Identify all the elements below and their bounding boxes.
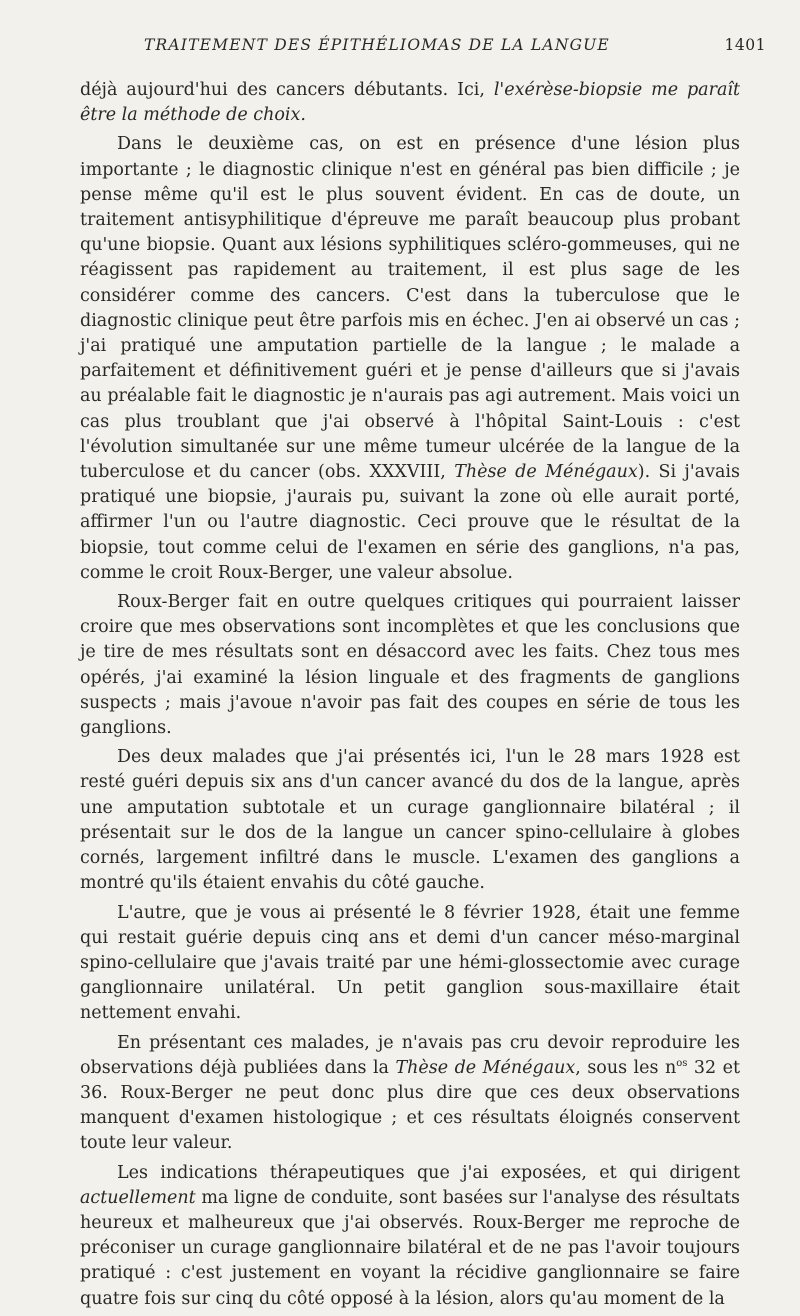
paragraph-6 — [80, 1031, 740, 1157]
paragraph-4: Des deux malades que j'ai présentés ici, l'un le 28 mars 1928 est resté guéri depuis six ans d'un cancer avancé du dos de la langue, après une amputation subtotale et un curage ganglionnaire bilatéral ; il présentait sur le dos de la langue un cancer spino-cellulaire à globes cornés, largement infiltré dans le muscle. L'examen des ganglions a montré qu'ils étaient envahis du côté gauche. — [80, 747, 740, 894]
paragraph-7-italic: actuellement — [80, 1187, 196, 1208]
body-text — [80, 78, 740, 1316]
paragraph-2-text: Dans le deuxième cas, on est en présence d'une lésion plus importante ; le diagnostic clinique n'est en général pas bien difficile ; je pense même qu'il est le plus souvent évident. En cas de doute, un traitement antisyphilitique d'épreuve me paraît beaucoup plus probant qu'une biopsie. Quant aux lésions syphilitiques scléro-gommeuses, qui ne réagissent pas rapidement au traitement, il est plus sage de les considérer comme des cancers. C'est dans la tuberculose que le diagnostic clinique peut être parfois mis en échec. J'en ai observé un cas ; j'ai pratiqué une amputation partielle de la langue ; le malade a parfaitement et définitivement guéri et je pense d'ailleurs que si j'avais au préalable fait le diagnostic je n'aurais pas agi autrement. Mais voici un cas plus troublant que j'ai observé à l'hôpital Saint-Louis : c'est l'évolution simultanée sur une même tumeur ulcérée de la langue de la tuberculose et du cancer (obs. XXXVIII, — [80, 134, 740, 483]
running-head — [80, 36, 766, 54]
paragraph-2 — [80, 132, 740, 586]
paragraph-6-text-c: 32 et 36. Roux-Berger ne peut donc plus dire que ces deux observations manquent d'examen histologique ; et ces résultats éloignés conservent toute leur valeur. — [80, 1057, 741, 1154]
paragraph-1-italic: l'exérèse-biopsie me paraît être la méthode de choix. — [80, 80, 741, 126]
page-number: 1401 — [724, 36, 766, 54]
paragraph-6-citation: Thèse de Ménégaux — [395, 1057, 576, 1078]
paragraph-6-text-b: , sous les n — [575, 1057, 677, 1078]
paragraph-7-text-a: Les indications thérapeutiques que j'ai exposées, et qui dirigent — [117, 1162, 740, 1183]
paragraph-6-text-a: En présentant ces malades, je n'avais pas cru devoir reproduire les observations déjà publiées dans la — [80, 1032, 740, 1078]
paragraph-2-citation: Thèse de Ménégaux — [454, 462, 638, 483]
paragraph-7 — [80, 1161, 740, 1312]
paragraph-3: Roux-Berger fait en outre quelques critiques qui pourraient laisser croire que mes observations sont incomplètes et que les conclusions que je tire de mes résultats sont en désaccord avec les faits. Chez tous mes opérés, j'ai examiné la lésion linguale et des fragments de ganglions suspects ; mais j'avoue n'avoir pas fait des coupes en série de tous les ganglions. — [80, 592, 740, 739]
running-title: TRAITEMENT DES ÉPITHÉLIOMAS DE LA LANGUE — [144, 36, 610, 54]
paragraph-6-superscript: os — [676, 1057, 688, 1069]
paragraph-7-text-b: ma ligne de conduite, sont basées sur l'analyse des résultats heureux et malheureux que j'ai observés. Roux-Berger me reproche de préconiser un curage ganglionnaire bilatéral et de ne pas l'avoir toujours pratiqué : c'est justement en voyant la récidive ganglionnaire se faire quatre fois sur cinq du côté opposé à la lésion, alors qu'au moment de la — [80, 1187, 740, 1309]
paragraph-2-continuation: ). Si j'avais pratiqué une biopsie, j'aurais pu, suivant la zone où elle aurait porté, affirmer l'un ou l'autre diagnostic. Ceci prouve que le résultat de la biopsie, tout comme celui de l'examen en série des ganglions, n'a pas, comme le croit Roux-Berger, une valeur absolue. — [80, 462, 741, 583]
paragraph-1 — [80, 78, 740, 128]
paragraph-1-text: déjà aujourd'hui des cancers débutants. Ici, — [80, 80, 494, 100]
paragraph-5: L'autre, que je vous ai présenté le 8 février 1928, était une femme qui restait guérie depuis cinq ans et demi d'un cancer méso-marginal spino-cellulaire que j'avais traité par une hémi-glossectomie avec curage ganglionnaire unilatéral. Un petit ganglion sous-maxillaire était nettement envahi. — [80, 902, 740, 1024]
